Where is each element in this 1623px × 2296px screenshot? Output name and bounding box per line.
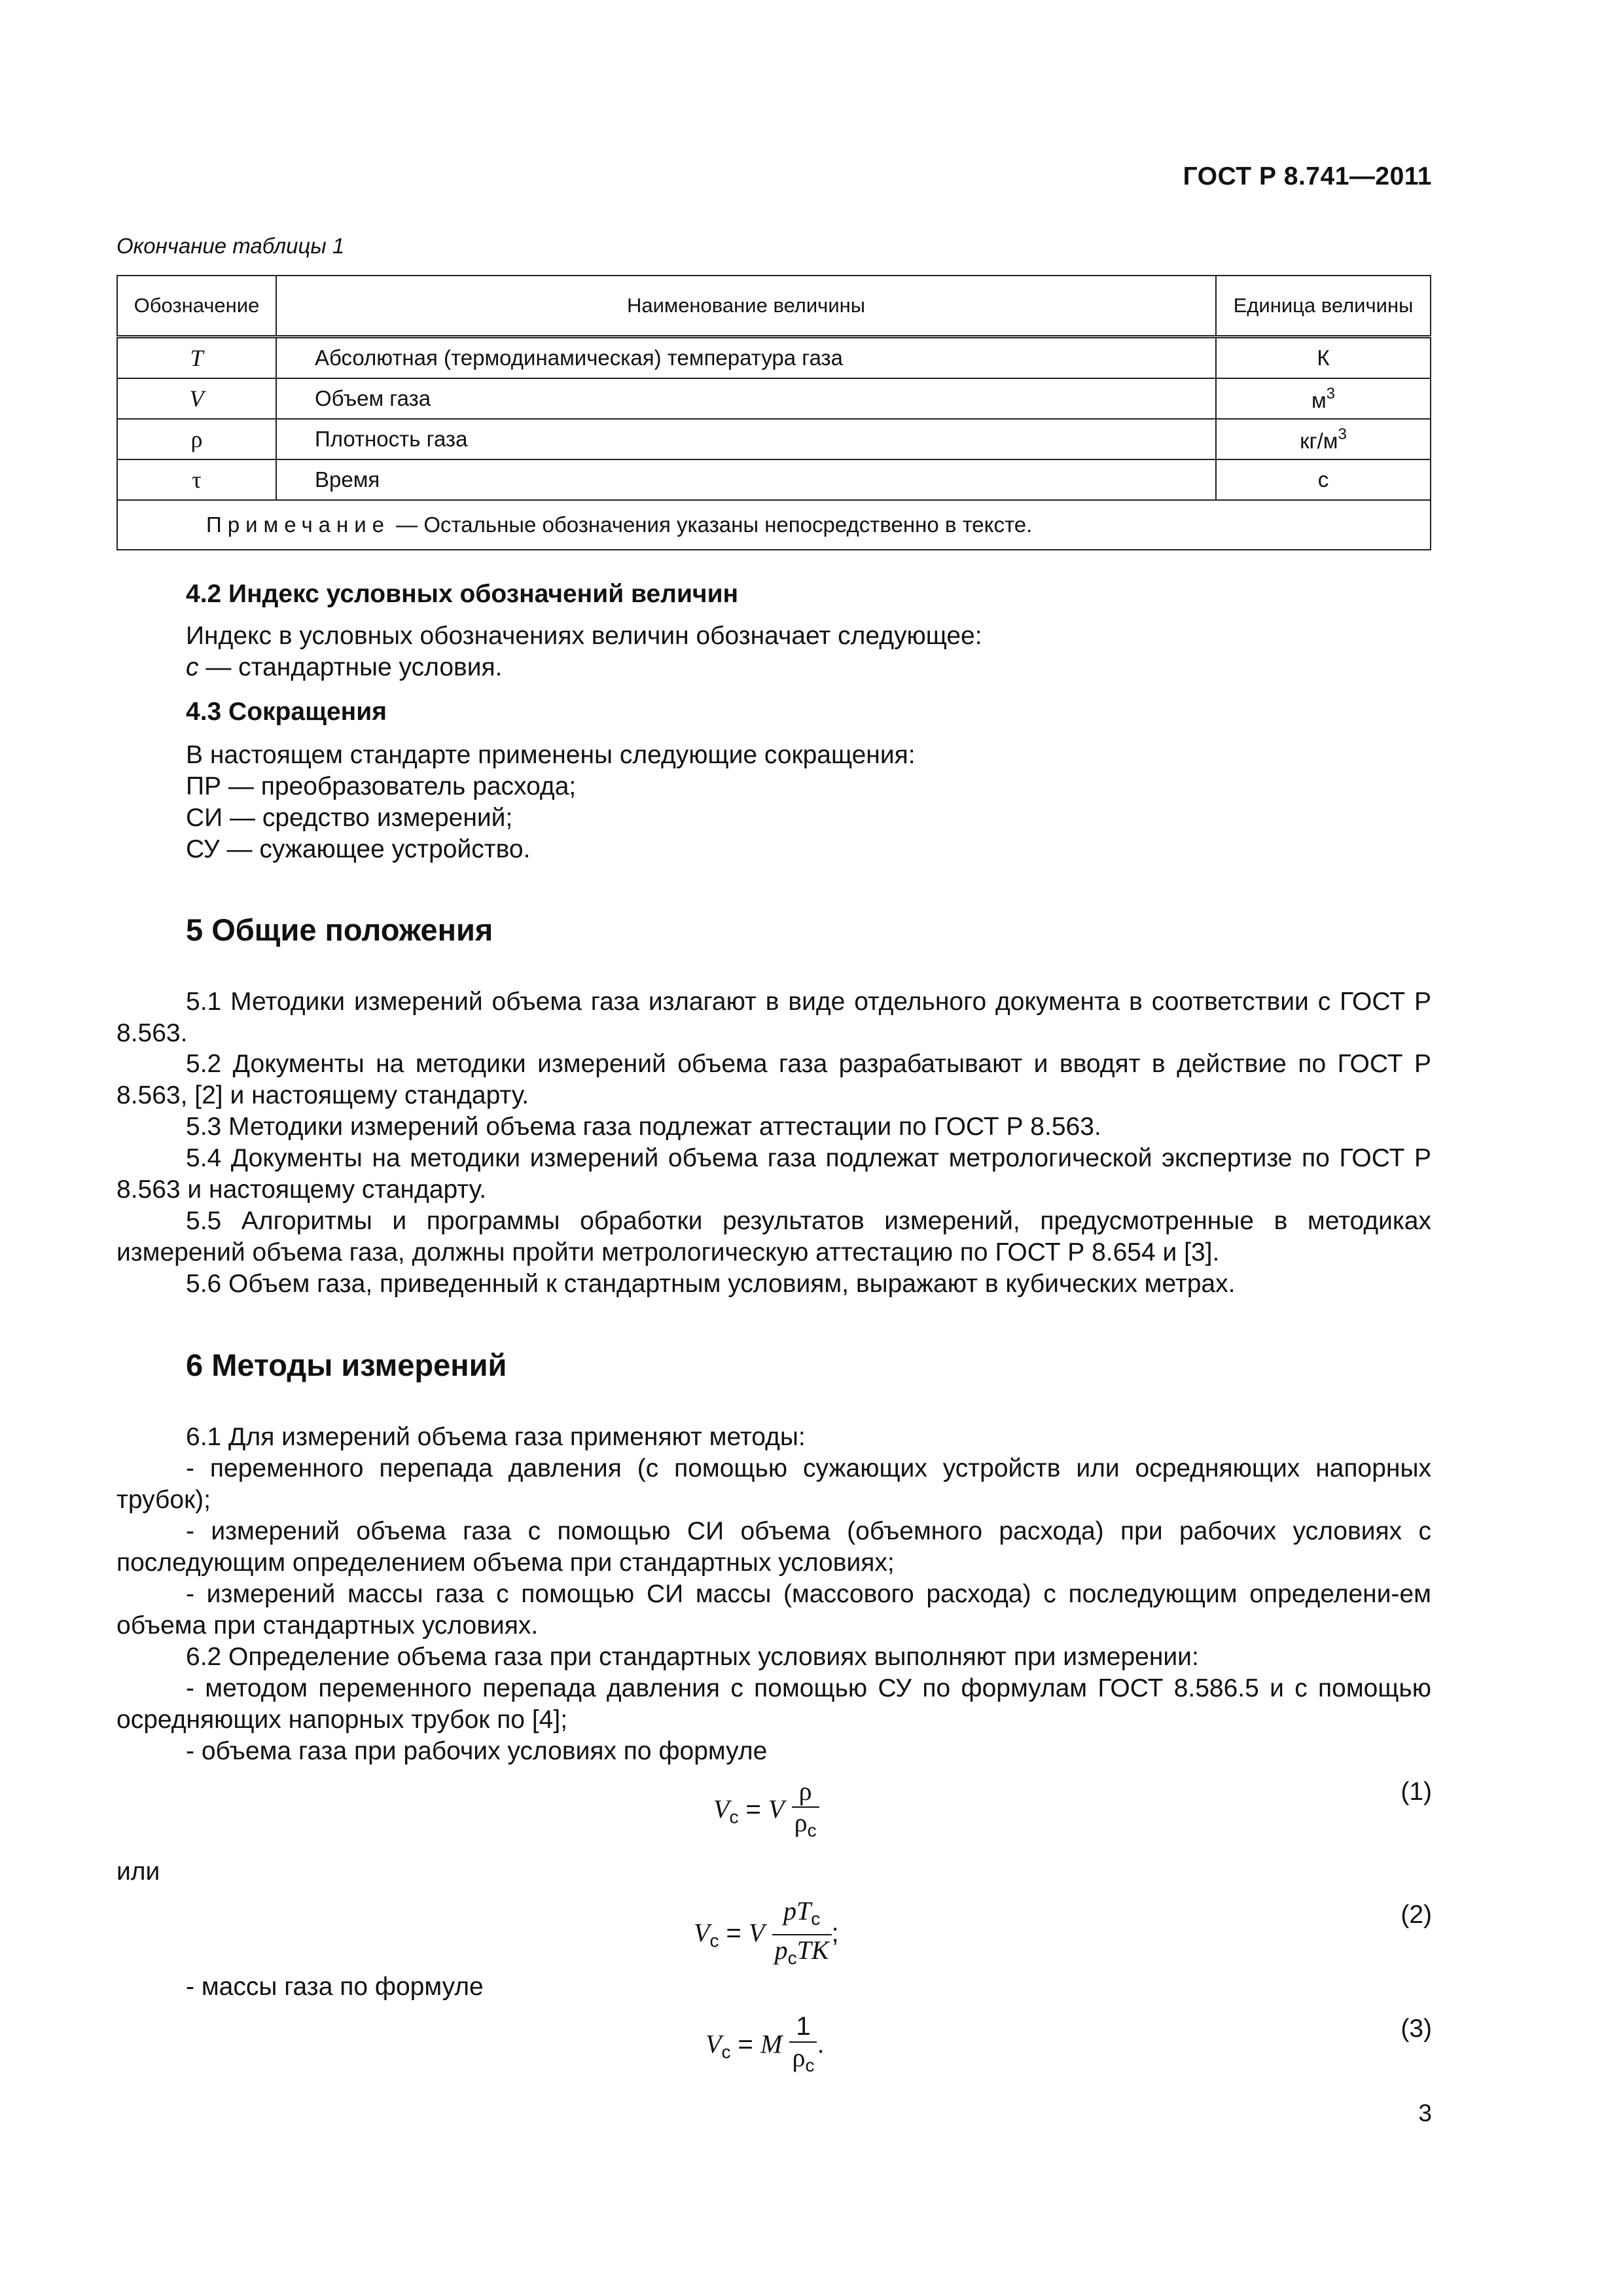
document-code-header: ГОСТ Р 8.741—2011: [1183, 162, 1432, 190]
table-row: [117, 378, 1431, 419]
table-note-row: [117, 500, 1431, 550]
table-note: [117, 500, 1431, 550]
formula-1: $V_с = V$ $\frac{\rho}{\rho_с}$: [713, 1776, 819, 1846]
symbols-table: [116, 275, 1431, 550]
paragraph-5-4: 5.4 Документы на методики измерений объема газа подлежат метрологической экспертизе по ГОСТ Р 8.563 и настоящему стандарту.: [116, 1144, 1431, 1204]
note-label: Примечание: [206, 512, 391, 537]
or-connector: или: [116, 1857, 160, 1886]
row-unit: К: [1216, 337, 1431, 379]
method-item: - измерений массы газа с помощью СИ массы (массового расхода) с последующим определени-ем объема при стандартных условиях.: [116, 1580, 1431, 1640]
paragraph-6-2: 6.2 Определение объема газа при стандартных условиях выполняют при измерении:: [186, 1643, 1199, 1671]
equation-number: (3): [1400, 2015, 1432, 2043]
row-symbol: V: [189, 386, 204, 412]
subsection-4-2-index: с — стандартные условия.: [186, 653, 503, 681]
section-6-title: 6 Методы измерений: [186, 1348, 507, 1382]
abbreviations-intro: В настоящем стандарте применены следующие сокращения:: [186, 741, 916, 769]
row-unit: $кг/м^3$: [1216, 419, 1431, 459]
method-item: - методом переменного перепада давления с помощью СУ по формулам ГОСТ 8.586.5 и с помощью осредняющих напорных трубок по [4];: [116, 1674, 1431, 1734]
column-header-symbol: Обозначение: [117, 276, 276, 337]
fraction: $\frac{pT_с}{p_сTK}$: [772, 1896, 832, 1973]
method-item: - объема газа при рабочих условиях по формуле: [186, 1737, 768, 1765]
equation-number: (2): [1400, 1901, 1432, 1929]
fraction: $\frac{\rho}{\rho_с}$: [792, 1776, 819, 1846]
row-unit: с: [1216, 459, 1431, 500]
formula-2: $V_с = V$ $\frac{pT_с}{p_сTK}$ ;: [694, 1896, 839, 1973]
subsection-4-2-line: Индекс в условных обозначениях величин обозначает следующее:: [186, 622, 982, 650]
fraction: $\frac{1}{\rho_с}$: [789, 2011, 817, 2081]
row-symbol: τ: [192, 467, 202, 493]
table-row: [117, 459, 1431, 500]
subsection-4-3-title: 4.3 Сокращения: [186, 698, 387, 726]
row-name: Время: [276, 459, 1216, 500]
table-header-row: [117, 276, 1431, 337]
paragraph-5-2: 5.2 Документы на методики измерений объема газа разрабатывают и вводят в действие по ГОСТ Р 8.563, [2] и настоящему стандарту.: [116, 1050, 1431, 1109]
paragraph-6-1: 6.1 Для измерений объема газа применяют методы:: [186, 1423, 806, 1451]
paragraph-5-5: 5.5 Алгоритмы и программы обработки результатов измерений, предусмотренные в методиках измерений объема газа, должны пройти метрологическую аттестацию по ГОСТ Р 8.654 и [3].: [116, 1207, 1431, 1266]
method-item: - массы газа по формуле: [186, 1973, 484, 2001]
paragraph-5-3: 5.3 Методики измерений объема газа подлежат аттестации по ГОСТ Р 8.563.: [186, 1113, 1101, 1141]
row-symbol: ρ: [190, 426, 203, 452]
abbreviation-item: СУ — сужающее устройство.: [186, 835, 531, 863]
section-5-title: 5 Общие положения: [186, 912, 493, 947]
note-text: — Остальные обозначения указаны непосредственно в тексте.: [390, 512, 1033, 537]
abbreviation-item: СИ — средство измерений;: [186, 804, 513, 832]
equation-number: (1): [1400, 1778, 1432, 1806]
method-item: - измерений объема газа с помощью СИ объема (объемного расхода) при рабочих условиях с последующим определением объема при стандартных условиях;: [116, 1517, 1431, 1577]
row-name: Абсолютная (термодинамическая) температура газа: [276, 337, 1216, 379]
method-item: - переменного перепада давления (с помощью сужающих устройств или осредняющих напорных трубок);: [116, 1454, 1431, 1514]
row-unit: $м^3$: [1216, 378, 1431, 419]
abbreviation-item: ПР — преобразователь расхода;: [186, 772, 577, 800]
formula-3: $V_с = M$ $\frac{1}{\rho_с}$ .: [705, 2011, 825, 2081]
paragraph-5-6: 5.6 Объем газа, приведенный к стандартным условиям, выражают в кубических метрах.: [186, 1270, 1236, 1298]
subsection-4-2-title: 4.2 Индекс условных обозначений величин: [186, 580, 739, 608]
row-name: Объем газа: [276, 378, 1216, 419]
column-header-unit: Единица величины: [1216, 276, 1431, 337]
row-name: Плотность газа: [276, 419, 1216, 459]
table-row: [117, 337, 1431, 379]
table-row: [117, 419, 1431, 459]
row-symbol: T: [190, 345, 204, 371]
page-number: 3: [1418, 2100, 1432, 2126]
table-continuation-caption: Окончание таблицы 1: [116, 234, 345, 258]
paragraph-5-1: 5.1 Методики измерений объема газа излагают в виде отдельного документа в соответствии с ГОСТ Р 8.563.: [116, 988, 1431, 1047]
column-header-name: Наименование величины: [276, 276, 1216, 337]
